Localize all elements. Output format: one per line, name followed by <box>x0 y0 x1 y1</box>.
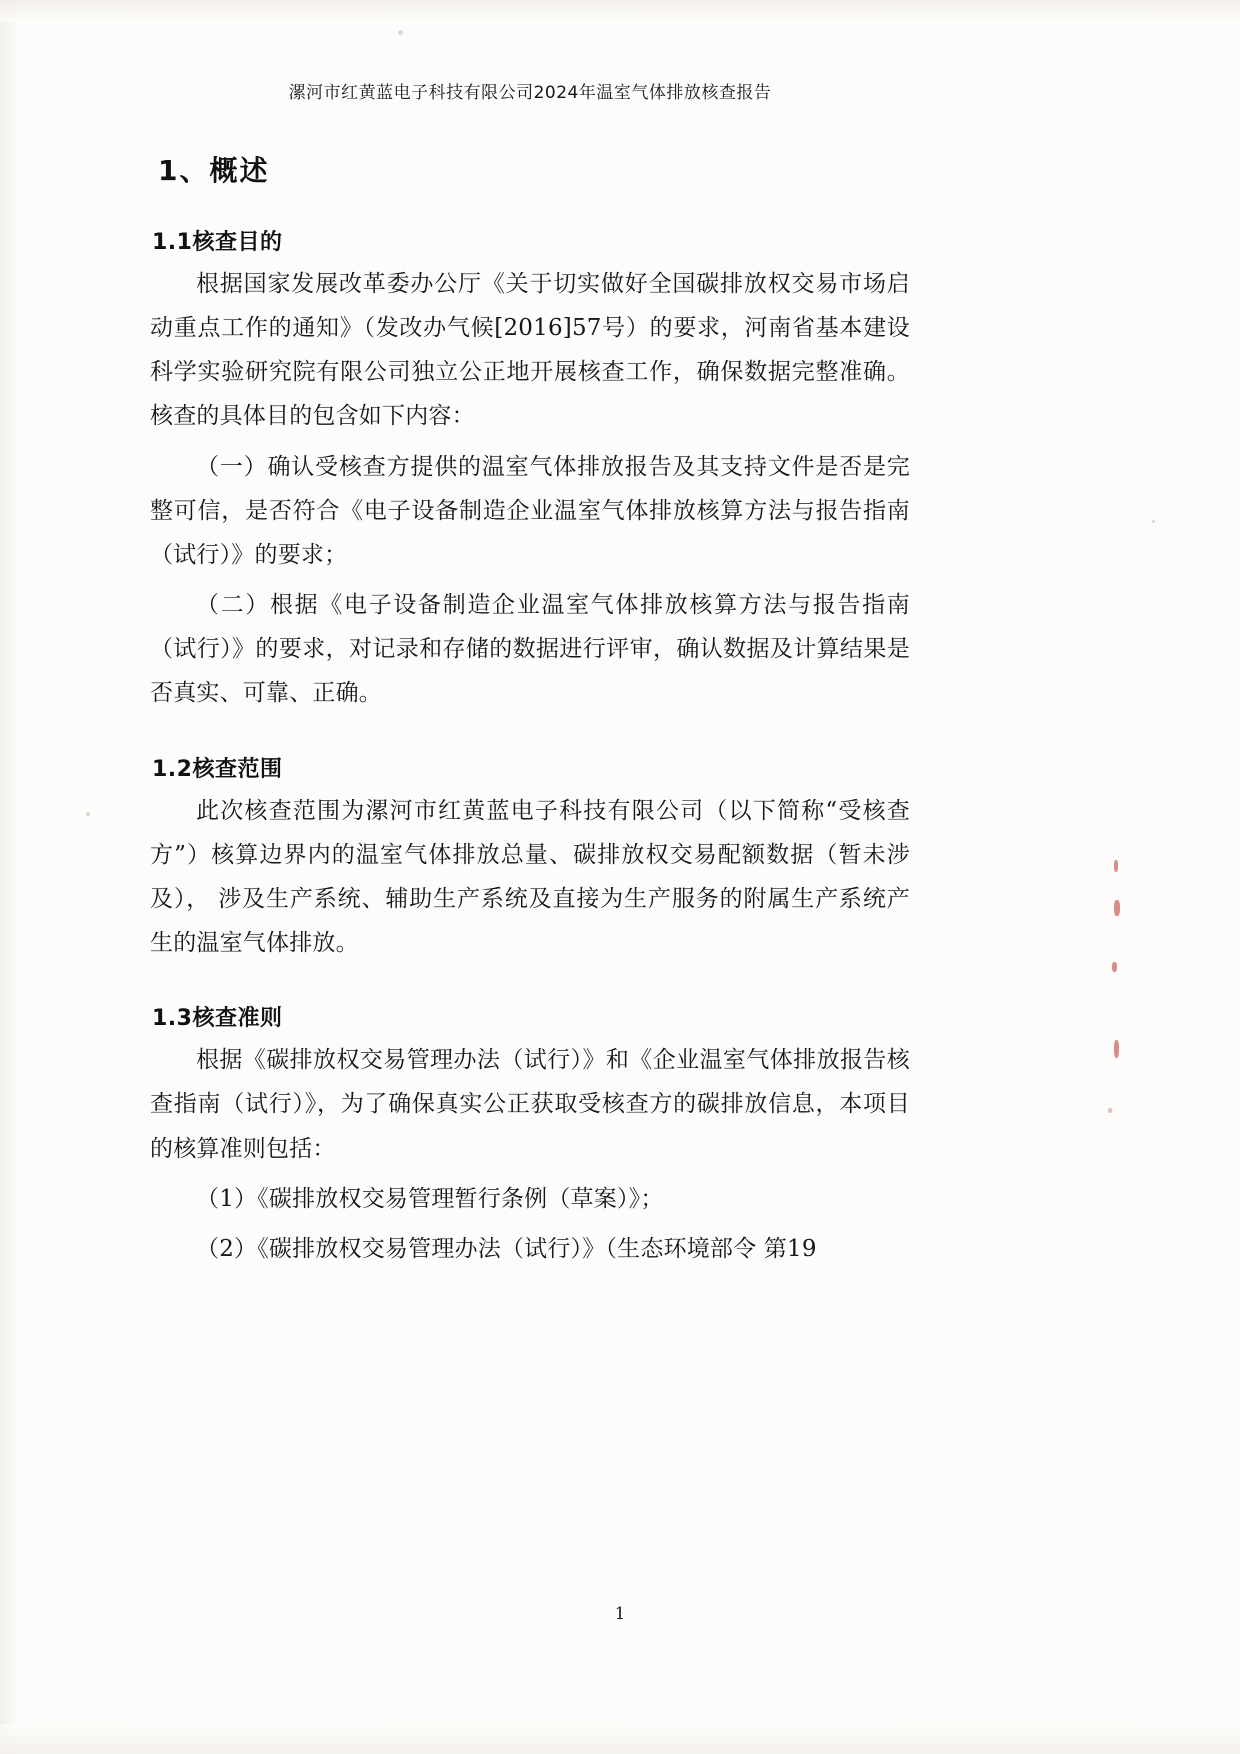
margin-red-mark <box>1114 900 1120 916</box>
heading-verification-purpose: 1.1核查目的 <box>152 230 283 255</box>
paragraph-purpose-item-2: （二）根据《电子设备制造企业温室气体排放核算方法与报告指南（试行）》的要求，对记录和存储的数据进行评审，确认数据及计算结果是否真实、可靠、正确。 <box>150 592 910 707</box>
paragraph-criteria-item-1: （1）《碳排放权交易管理暂行条例（草案）》； <box>196 1185 664 1212</box>
paragraph-purpose-item-1: （一）确认受核查方提供的温室气体排放报告及其支持文件是否是完整可信，是否符合《电子设备制造企业温室气体排放核算方法与报告指南（试行）》的要求； <box>150 453 910 568</box>
paragraph-criteria-item-2: （2）《碳排放权交易管理办法（试行）》（生态环境部令 第19 <box>196 1235 817 1262</box>
margin-red-mark <box>1114 1040 1119 1058</box>
heading-overview: 1、概述 <box>158 154 270 187</box>
paragraph-scope: 此次核查范围为漯河市红黄蓝电子科技有限公司（以下简称“受核查方”）核算边界内的温室气体排放总量、碳排放权交易配额数据（暂未涉及）， 涉及生产系统、辅助生产系统及直接为生产服务的附属生产系统产生的温室气体排放。 <box>150 797 910 957</box>
scan-speck <box>86 812 90 816</box>
scan-edge-top <box>0 0 1240 22</box>
scan-edge-left <box>0 0 26 1754</box>
heading-verification-scope: 1.2核查范围 <box>152 756 283 782</box>
margin-red-mark <box>1108 1108 1112 1113</box>
scan-edge-bottom <box>0 1724 1240 1754</box>
scan-speck <box>398 30 403 35</box>
page-header-title: 漯河市红黄蓝电子科技有限公司2024年温室气体排放核查报告 <box>288 83 772 103</box>
paragraph-criteria-intro: 根据《碳排放权交易管理办法（试行）》和《企业温室气体排放报告核查指南（试行）》，为了确保真实公正获取受核查方的碳排放信息，本项目的核算准则包括： <box>150 1047 910 1162</box>
margin-red-mark <box>1114 860 1118 872</box>
scan-speck <box>1152 520 1155 523</box>
heading-verification-criteria: 1.3核查准则 <box>152 1006 283 1032</box>
page-number: 1 <box>614 1604 626 1624</box>
margin-red-mark <box>1112 962 1117 972</box>
document-body <box>150 78 910 1271</box>
paragraph-purpose-intro: 根据国家发展改革委办公厅《关于切实做好全国碳排放权交易市场启动重点工作的通知》（发改办气候[2016]57号）的要求，河南省基本建设科学实验研究院有限公司独立公正地开展核查工作，确保数据完整准确。核查的具体目的包含如下内容： <box>150 271 910 430</box>
